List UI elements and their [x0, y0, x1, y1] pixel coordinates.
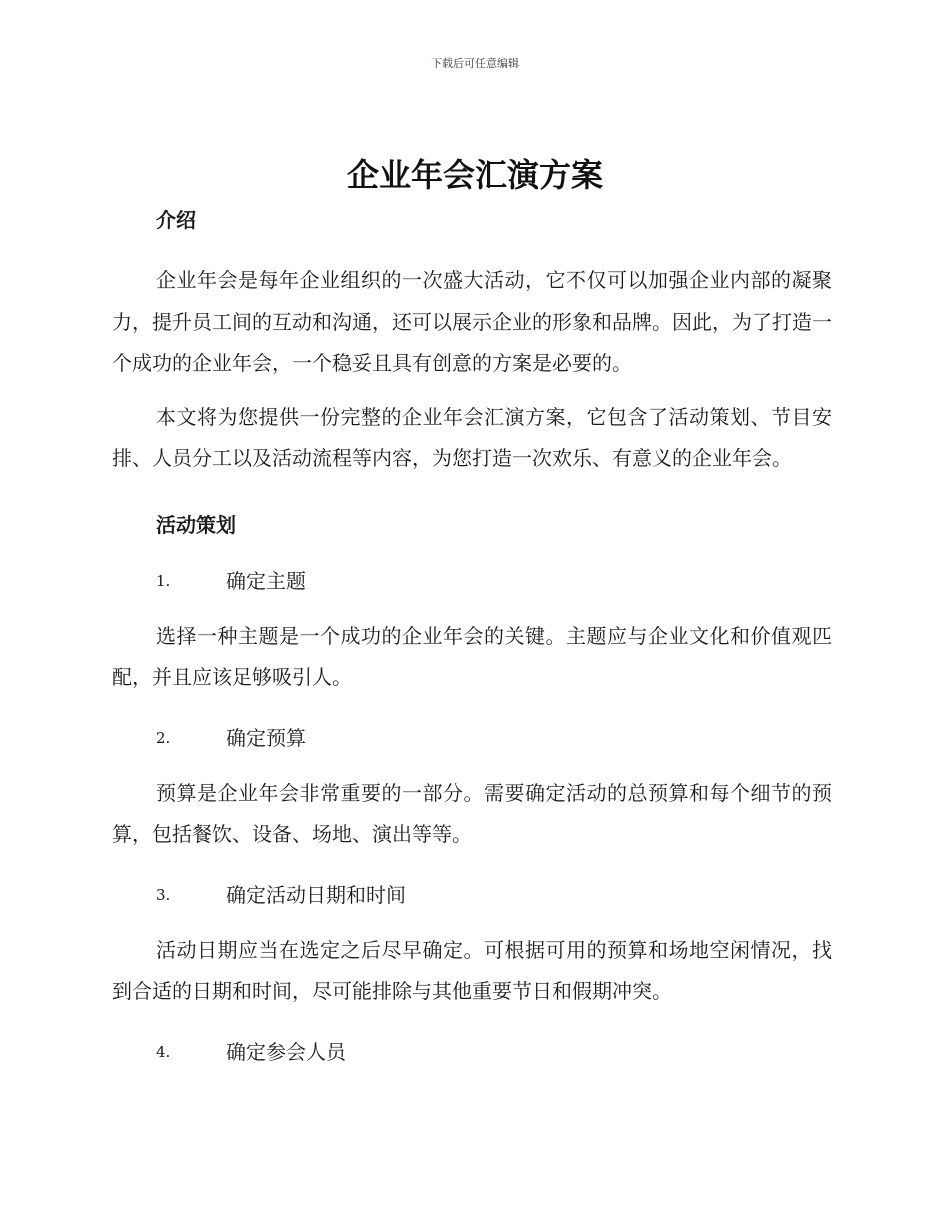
list-item-number: 2.	[156, 728, 171, 747]
list-item-body: 预算是企业年会非常重要的一部分。需要确定活动的总预算和每个细节的预算，包括餐饮、设备、场地、演出等等。	[112, 780, 832, 846]
list-item	[112, 723, 832, 753]
list-item	[112, 880, 832, 910]
intro-paragraph-1: 企业年会是每年企业组织的一次盛大活动，它不仅可以加强企业内部的凝聚力，提升员工间的互动和沟通，还可以展示企业的形象和品牌。因此，为了打造一个成功的企业年会，一个稳妥且具有创意的方案是必要的。	[112, 268, 832, 375]
intro-paragraph-2: 本文将为您提供一份完整的企业年会汇演方案，它包含了活动策划、节目安排、人员分工以及活动流程等内容，为您打造一次欢乐、有意义的企业年会。	[112, 404, 832, 470]
list-item	[112, 1037, 832, 1067]
list-item-number: 4.	[156, 1042, 171, 1061]
list-item-body: 选择一种主题是一个成功的企业年会的关键。主题应与企业文化和价值观匹配，并且应该足够吸引人。	[112, 623, 832, 689]
header-note: 下载后可任意编辑	[431, 57, 519, 70]
list-item-title: 确定预算	[226, 725, 306, 750]
document-title: 企业年会汇演方案	[346, 156, 603, 194]
section-heading-planning: 活动策划	[156, 512, 236, 537]
list-item-title: 确定活动日期和时间	[226, 882, 406, 907]
list-item-title: 确定参会人员	[226, 1039, 346, 1064]
list-item	[112, 566, 832, 596]
section-heading-intro: 介绍	[156, 208, 196, 232]
list-item-body: 活动日期应当在选定之后尽早确定。可根据可用的预算和场地空闲情况，找到合适的日期和时间，尽可能排除与其他重要节日和假期冲突。	[112, 937, 832, 1003]
list-item-number: 3.	[156, 885, 171, 904]
list-item-number: 1.	[156, 571, 171, 590]
list-item-title: 确定主题	[226, 568, 306, 593]
document-body	[112, 205, 832, 1067]
